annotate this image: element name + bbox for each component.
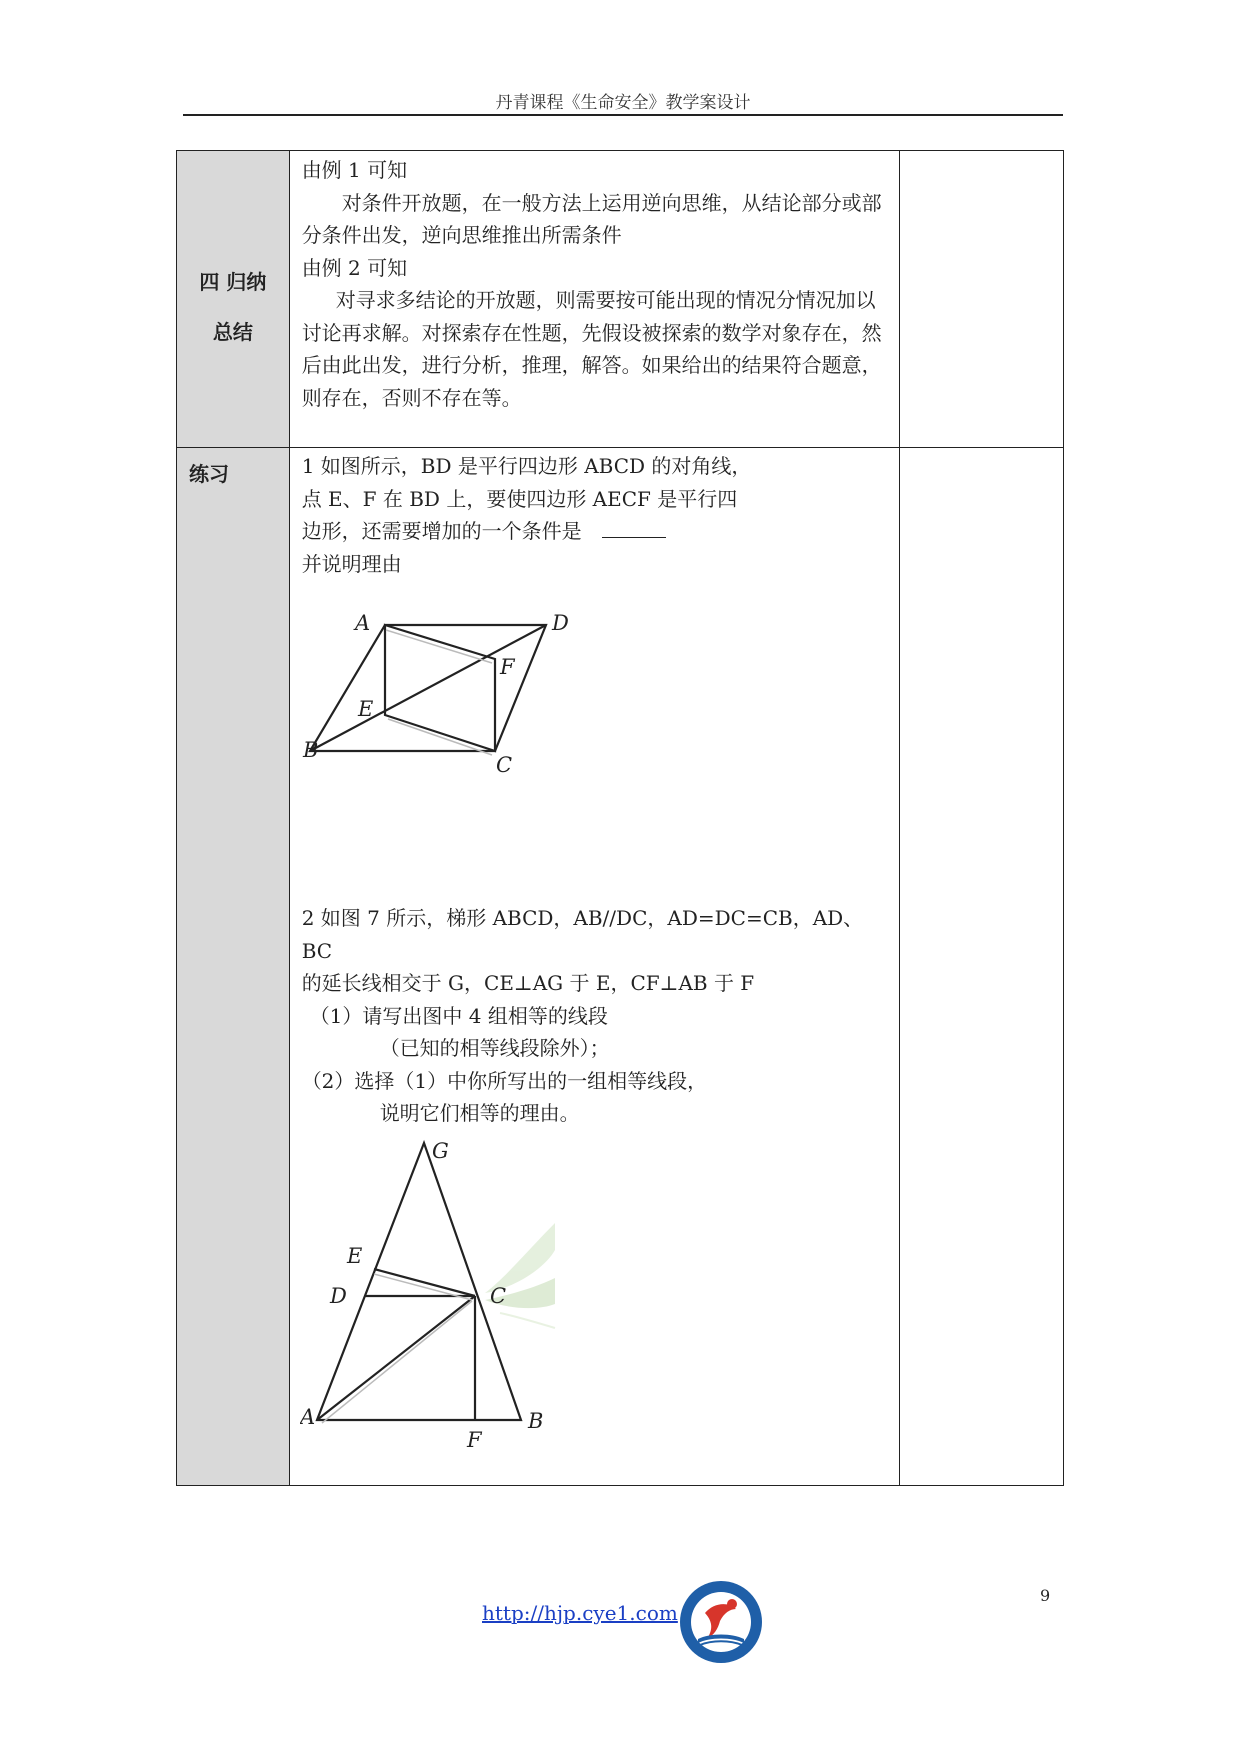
- label-C2: C: [489, 1283, 506, 1308]
- practice-label: 练习: [189, 462, 229, 486]
- label-D: D: [551, 612, 569, 635]
- summary-paragraph: 对寻求多结论的开放题，则需要按可能出现的情况分情况加以讨论再求解。对探索存在性题，先假设被探索的数学对象存在，然后由此出发，进行分析，推理，解答。如果给出的结果符合题意，则存在，否则不存在等。: [301, 288, 882, 410]
- label-G: G: [431, 1138, 449, 1163]
- problem1-line: 并说明理由: [301, 551, 402, 576]
- practice-content-cell: [289, 448, 899, 1486]
- problem2-line: 说明它们相等的理由。: [379, 1101, 580, 1125]
- practice-label-cell: [177, 448, 290, 1486]
- label-B: B: [302, 738, 319, 762]
- parallelogram-figure: [300, 612, 600, 822]
- practice-notes-cell: [899, 448, 1063, 1486]
- school-logo-icon: [678, 1579, 764, 1665]
- label-F2: F: [466, 1427, 482, 1452]
- footer-link[interactable]: http://hjp.cye1.com: [482, 1601, 678, 1625]
- quad-aecf: [385, 625, 495, 751]
- summary-notes-cell: [899, 151, 1063, 448]
- trapezoid-figure: [300, 1138, 600, 1468]
- summary-row: [177, 151, 1064, 448]
- practice-row: [177, 448, 1064, 1486]
- summary-paragraph: 对条件开放题，在一般方法上运用逆向思维，从结论部分或部分条件出发，逆向思维推出所需条件: [301, 190, 882, 247]
- problem2-line: （已知的相等线段除外）；: [379, 1036, 610, 1060]
- label-D2: D: [329, 1283, 347, 1308]
- summary-label-line1: 四 归纳: [199, 270, 267, 294]
- page-header-title: 丹青课程《生命安全》教学案设计: [495, 93, 751, 113]
- leaf-decoration: [485, 1223, 555, 1328]
- page-number: 9: [1040, 1586, 1051, 1605]
- problem1-line: 1 如图所示，BD 是平行四边形 ABCD 的对角线，: [301, 454, 752, 478]
- summary-content-cell: [289, 151, 899, 448]
- label-B2: B: [527, 1408, 544, 1433]
- problem2-line: 的延长线相交于 G，CE⊥AG 于 E，CF⊥AB 于 F: [301, 971, 755, 995]
- label-F: F: [499, 655, 515, 679]
- summary-paragraph: 由例 2 可知: [301, 255, 408, 280]
- summary-paragraph: 由例 1 可知: [301, 158, 408, 182]
- label-E2: E: [346, 1243, 363, 1268]
- segment-ce: [374, 1269, 475, 1296]
- problem1-line: 边形，还需要增加的一个条件是: [301, 519, 582, 543]
- label-C: C: [495, 753, 512, 777]
- header-rule: [183, 114, 1063, 116]
- answer-blank: [602, 536, 666, 538]
- label-E: E: [357, 697, 374, 721]
- problem2-line: （1）请写出图中 4 组相等的线段: [309, 1003, 608, 1028]
- summary-label-line2: 总结: [212, 320, 253, 344]
- summary-label-cell: [177, 151, 290, 448]
- problem1-line: 点 E、F 在 BD 上，要使四边形 AECF 是平行四: [301, 486, 738, 511]
- problem2-line: （2）选择（1）中你所写出的一组相等线段，: [301, 1068, 708, 1093]
- label-A: A: [354, 612, 370, 635]
- label-A2: A: [299, 1404, 315, 1429]
- lesson-table: [176, 150, 1064, 1486]
- problem2-line: 2 如图 7 所示，梯形 ABCD，AB//DC，AD=DC=CB，AD、BC: [301, 906, 864, 963]
